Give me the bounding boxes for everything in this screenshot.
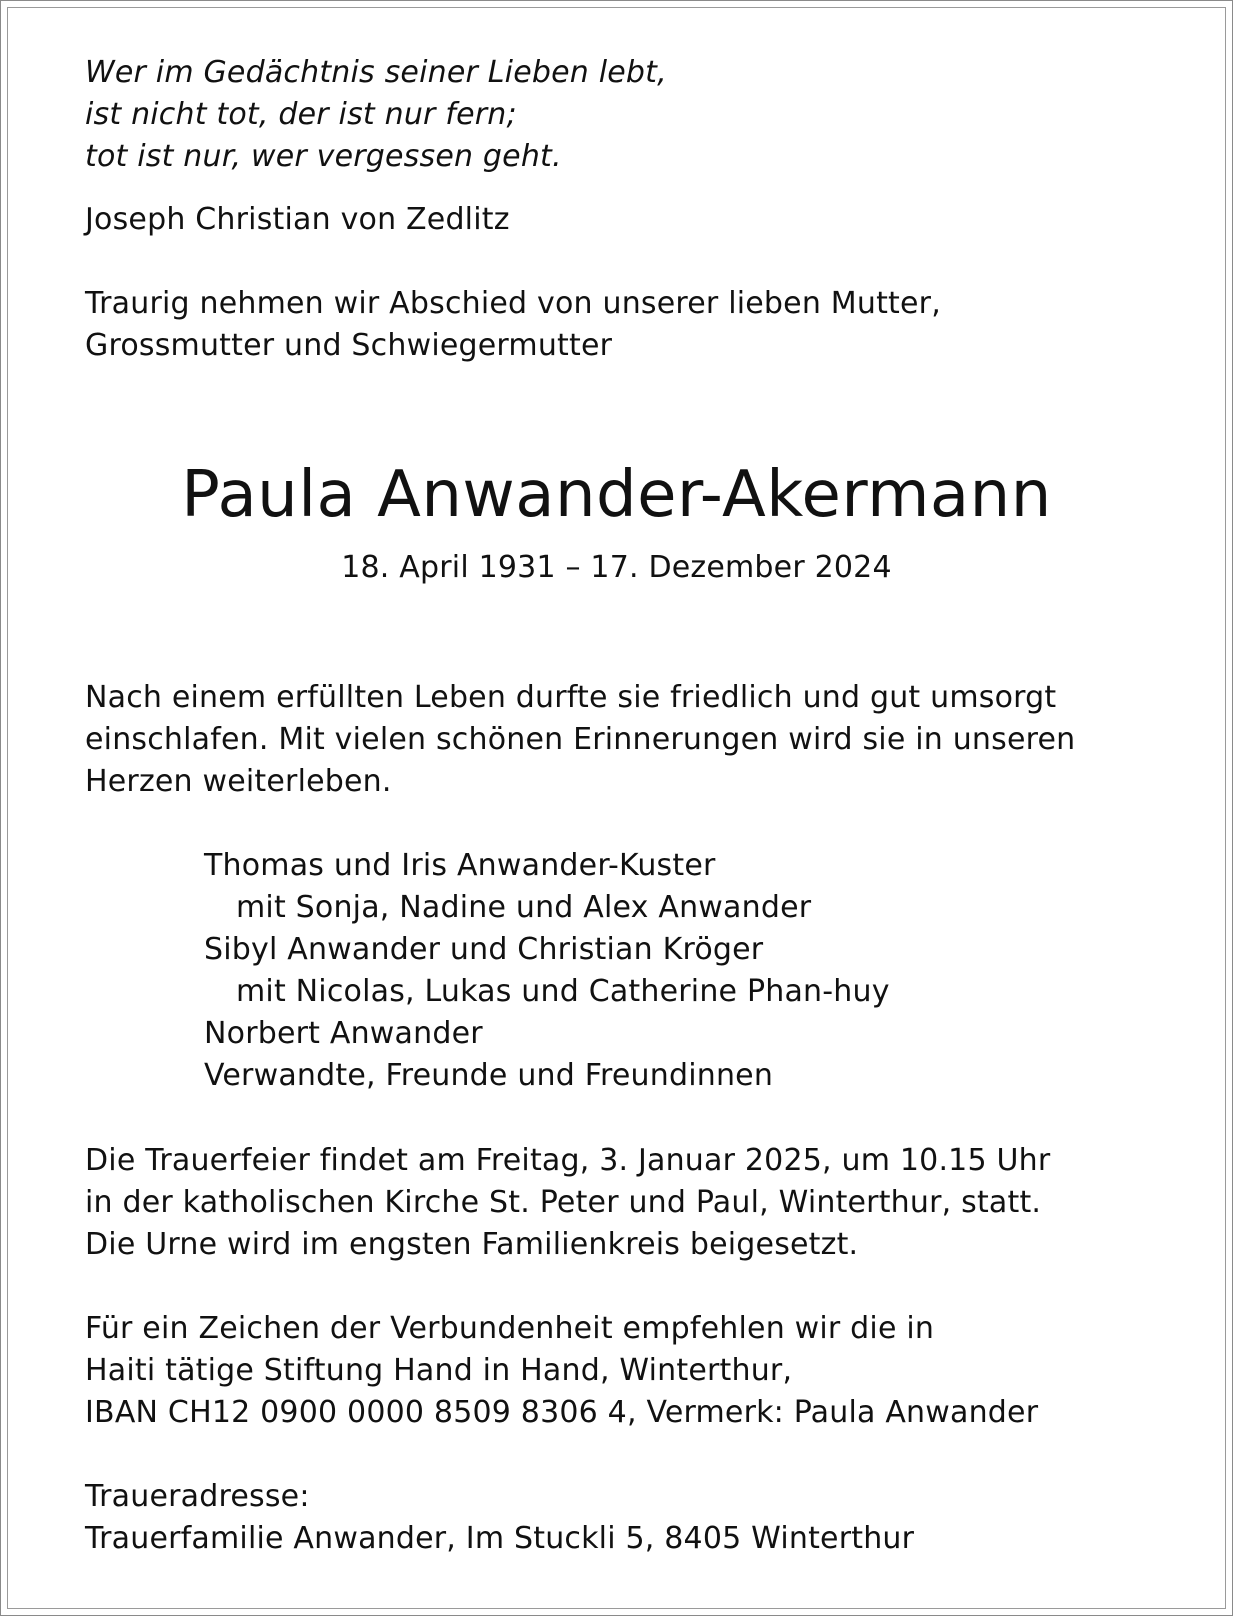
message-line: Nach einem erfüllten Leben durfte sie friedlich und gut umsorgt xyxy=(85,680,1057,715)
mourner-entry: Thomas und Iris Anwander-Kuster xyxy=(204,848,716,883)
message-line: Herzen weiterleben. xyxy=(85,764,392,799)
quote-author: Joseph Christian von Zedlitz xyxy=(85,202,510,237)
intro-line: Grossmutter und Schwiegermutter xyxy=(85,328,613,363)
deceased-name: Paula Anwander-Akermann xyxy=(181,458,1052,532)
ceremony-line: in der katholischen Kirche St. Peter und Paul, Winterthur, statt. xyxy=(85,1185,1042,1220)
donation-line: Für ein Zeichen der Verbundenheit empfehlen wir die in xyxy=(85,1311,935,1346)
mourner-entry: Norbert Anwander xyxy=(204,1016,483,1051)
mourner-entry: mit Nicolas, Lukas und Catherine Phan-huy xyxy=(236,974,890,1009)
mourner-entry: Sibyl Anwander und Christian Kröger xyxy=(204,932,764,967)
mourner-entry: Verwandte, Freunde und Freundinnen xyxy=(204,1058,774,1093)
ceremony-line: Die Trauerfeier findet am Freitag, 3. Januar 2025, um 10.15 Uhr xyxy=(85,1143,1051,1178)
message-line: einschlafen. Mit vielen schönen Erinnerungen wird sie in unseren xyxy=(85,722,1076,757)
intro-line: Traurig nehmen wir Abschied von unserer lieben Mutter, xyxy=(85,286,941,321)
quote-line: tot ist nur, wer vergessen geht. xyxy=(85,139,562,174)
ceremony-line: Die Urne wird im engsten Familienkreis beigesetzt. xyxy=(85,1227,859,1262)
address-value: Trauerfamilie Anwander, Im Stuckli 5, 8405 Winterthur xyxy=(85,1521,915,1556)
quote-line: Wer im Gedächtnis seiner Lieben lebt, xyxy=(85,55,667,90)
quote-line: ist nicht tot, der ist nur fern; xyxy=(85,97,517,132)
life-dates: 18. April 1931 – 17. Dezember 2024 xyxy=(341,550,892,585)
mourner-entry: mit Sonja, Nadine und Alex Anwander xyxy=(236,890,812,925)
address-label: Traueradresse: xyxy=(85,1479,310,1514)
donation-line: Haiti tätige Stiftung Hand in Hand, Winterthur, xyxy=(85,1353,793,1388)
donation-line: IBAN CH12 0900 0000 8509 8306 4, Vermerk: Paula Anwander xyxy=(85,1395,1039,1430)
